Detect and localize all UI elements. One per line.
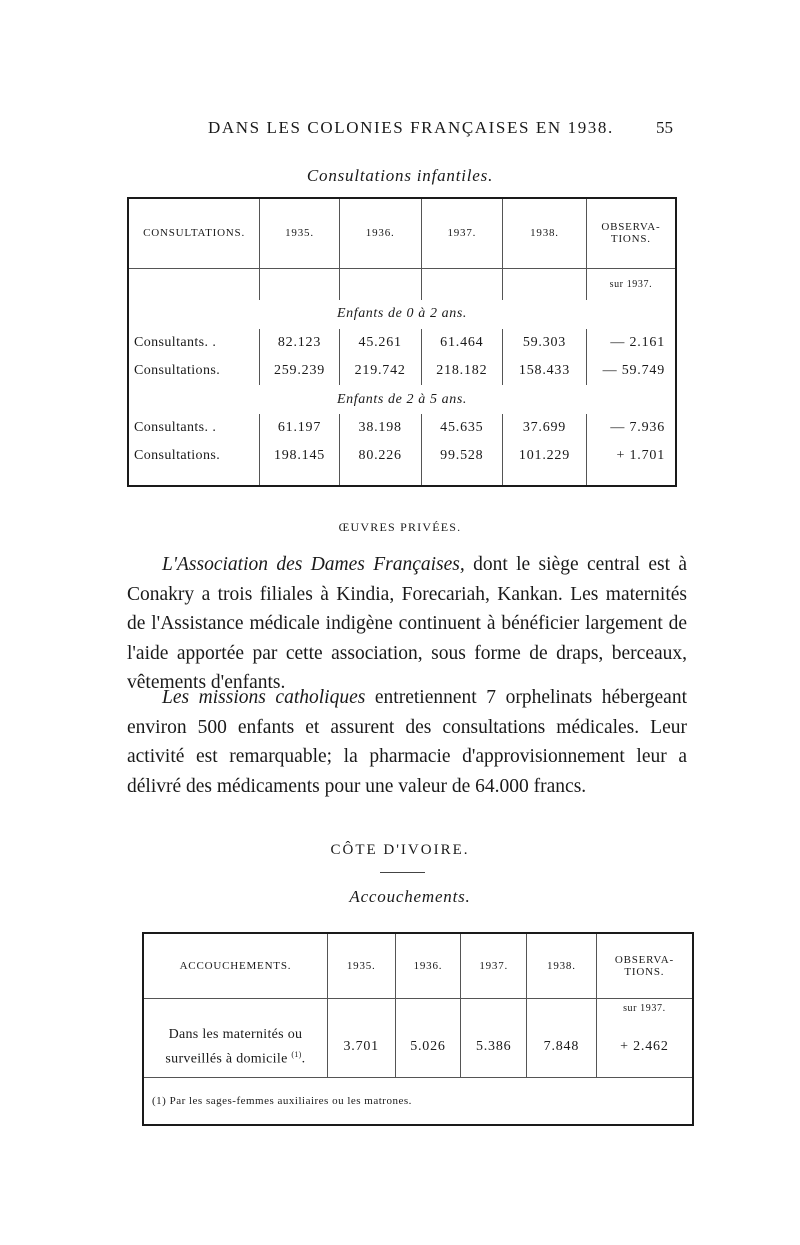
footnote-marker: (1) <box>291 1049 302 1059</box>
cell-1938: 7.848 <box>527 1017 597 1078</box>
cell-1937: 218.182 <box>421 357 503 385</box>
row-label: Dans les maternités ou surveillés à domicile $^{(1)}$. <box>165 1026 306 1067</box>
col-header-1937: 1937. <box>421 198 503 268</box>
cell-1936: 80.226 <box>339 442 421 470</box>
table-row <box>128 329 676 357</box>
cell-1936: 219.742 <box>339 357 421 385</box>
obs-note: sur 1937. <box>596 999 693 1018</box>
table1-caption: Consultations infantiles. <box>306 166 494 185</box>
obs-header-line1: OBSERVA- <box>601 221 661 234</box>
table-row <box>128 442 676 470</box>
cell-1935: 259.239 <box>260 357 340 385</box>
cell-1938: 101.229 <box>503 442 587 470</box>
table2-caption: Accouchements. <box>349 887 471 906</box>
row-label: Consultations. <box>134 363 221 379</box>
paragraph-association <box>127 550 687 698</box>
row-label-line2: surveillés à domicile <box>165 1051 288 1067</box>
section-title-2-5: Enfants de 2 à 5 ans. <box>336 391 468 407</box>
section-title-0-2: Enfants de 0 à 2 ans. <box>336 306 468 322</box>
paragraph2-lead: Les missions catholiques <box>162 687 366 708</box>
obs-header-line2: TIONS. <box>610 233 651 246</box>
cell-obs: + 1.701 <box>586 442 676 470</box>
table-header-row <box>128 198 676 268</box>
col-header-1938: 1938. <box>527 933 597 999</box>
cell-1937: 99.528 <box>421 442 503 470</box>
paragraph1-lead: L'Association des Dames Françaises, <box>162 554 465 575</box>
cell-1938: 37.699 <box>503 414 587 442</box>
col-header-1935: 1935. <box>260 198 340 268</box>
cell-obs: + 2.462 <box>596 1017 693 1078</box>
paragraph-missions <box>127 683 687 801</box>
col-header-1936: 1936. <box>395 933 461 999</box>
cell-1936: 45.261 <box>339 329 421 357</box>
paragraph1-text: dont le siège central est à Conakry a trois filiales à Kindia, Forecariah, Kankan. Les maternités de l'Assistance médicale indigène continuent à bénéficier largement de l'aide apportée par cette association, sous forme de draps, berceaux, vêtements d'enfants. <box>127 554 688 693</box>
header-title: DANS LES COLONIES FRANÇAISES EN 1938. <box>208 118 614 137</box>
col-header-1938: 1938. <box>503 198 587 268</box>
col-header-consultations: CONSULTATIONS. <box>128 198 260 268</box>
cell-1935: 82.123 <box>260 329 340 357</box>
table-row <box>128 357 676 385</box>
table-header-row <box>143 933 693 999</box>
row-label: Consultations. <box>134 448 221 464</box>
cell-obs: — 2.161 <box>586 329 676 357</box>
row-label-line1: Dans les maternités ou <box>168 1026 303 1042</box>
section-title-oeuvres: ŒUVRES PRIVÉES. <box>338 520 462 534</box>
col-header-accouchements: ACCOUCHEMENTS. <box>143 933 327 999</box>
obs-header-line1: OBSERVA- <box>614 954 674 966</box>
cell-1936: 38.198 <box>339 414 421 442</box>
obs-header-line2: TIONS. <box>624 966 665 978</box>
page-number: 55 <box>656 118 673 137</box>
paragraph2-text: entretiennent 7 orphelinats hébergeant environ 500 enfants et assurent des consultations médicales. Leur activité est remarquable; la pharmacie d'approvisionnement leur a délivré des médicaments pour une valeur de 64.000 francs. <box>127 687 687 797</box>
cell-1937: 45.635 <box>421 414 503 442</box>
country-heading: CÔTE D'IVOIRE. <box>330 842 470 858</box>
cell-1935: 198.145 <box>260 442 340 470</box>
footnote: (1) Par les sages-femmes auxiliaires ou les matrones. <box>143 1078 693 1126</box>
table-subheader-row <box>143 999 693 1018</box>
cell-1937: 61.464 <box>421 329 503 357</box>
row-label: Consultants. . <box>134 335 217 351</box>
cell-1936: 5.026 <box>395 1017 461 1078</box>
col-header-1935: 1935. <box>327 933 395 999</box>
col-header-observations <box>596 933 693 999</box>
table-row <box>128 414 676 442</box>
table-subheader-row <box>128 268 676 300</box>
divider <box>380 872 425 873</box>
table-row <box>143 1017 693 1078</box>
cell-obs: — 7.936 <box>586 414 676 442</box>
consultations-table <box>127 197 677 487</box>
row-label: Consultants. . <box>134 420 217 436</box>
section-row <box>128 300 676 329</box>
col-header-1936: 1936. <box>339 198 421 268</box>
footnote-row <box>143 1078 693 1126</box>
obs-note: sur 1937. <box>586 268 676 300</box>
cell-1935: 3.701 <box>327 1017 395 1078</box>
cell-1935: 61.197 <box>260 414 340 442</box>
cell-1938: 59.303 <box>503 329 587 357</box>
cell-1938: 158.433 <box>503 357 587 385</box>
running-header <box>0 118 800 142</box>
col-header-1937: 1937. <box>461 933 527 999</box>
section-row <box>128 385 676 414</box>
accouchements-table <box>142 932 694 1126</box>
cell-obs: — 59.749 <box>586 357 676 385</box>
cell-1937: 5.386 <box>461 1017 527 1078</box>
col-header-observations <box>586 198 676 268</box>
